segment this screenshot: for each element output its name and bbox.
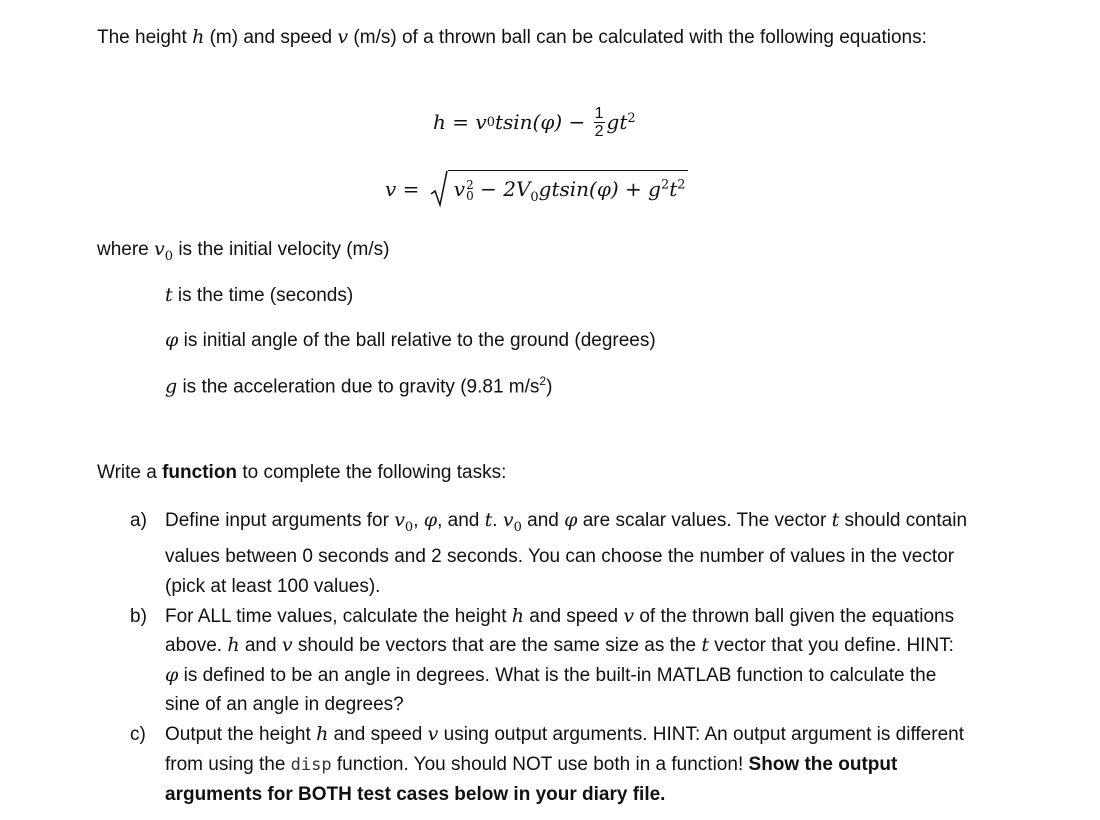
task-b-v-2: v [281, 634, 293, 657]
task-b-text-6: vector that you define. HINT: [708, 635, 954, 657]
task-b-text-1: For ALL time values, calculate the height [165, 605, 512, 627]
task-c [130, 720, 970, 810]
task-a-text-6: are scalar values. The vector [577, 510, 832, 531]
height-equation [433, 98, 636, 146]
intro-paragraph [97, 23, 987, 52]
def-v0-sub: 0 [164, 248, 174, 264]
intro-text-1: The height [97, 27, 193, 48]
task-a-v0-2: v [502, 509, 514, 531]
task-b-text-3: of the thrown ball given the equations above. [165, 605, 955, 657]
tasks-heading-bold: function [162, 462, 238, 483]
eq-v-2v0-sub: 0 [530, 190, 539, 205]
task-c-code-disp: disp [290, 754, 332, 775]
task-c-label: c) [130, 723, 146, 745]
square-root [430, 170, 688, 208]
task-a [130, 506, 970, 602]
task-a-text-2: , [413, 510, 424, 531]
task-a-label: a) [130, 510, 147, 531]
task-c-text-2: and speed [328, 723, 428, 745]
task-b-v: v [623, 604, 635, 627]
eq-h-gt: gt [606, 110, 628, 134]
task-c-text-4: function. You should NOT use both in a function! [331, 753, 749, 775]
def-g-close: ) [546, 376, 553, 398]
fraction-numerator: 1 [594, 104, 604, 122]
eq-h-gt-sup: 2 [627, 110, 636, 126]
eq-h-lhs: h [433, 110, 446, 134]
eq-v-lhs: v [385, 177, 397, 201]
task-a-text-5: and [521, 510, 565, 531]
eq-v-t: t [669, 177, 678, 201]
tasks-heading-pre: Write a [97, 462, 163, 483]
task-a-phi: φ [423, 509, 438, 531]
def-g-sup: 2 [539, 374, 547, 388]
symbol-v: v [337, 26, 349, 48]
def-phi-text: is initial angle of the ball relative to the ground (degrees) [178, 330, 656, 351]
def-v0-symbol: v [154, 238, 165, 260]
radical-sign-icon [430, 170, 448, 208]
task-a-v0-2-sub: 0 [513, 519, 522, 535]
task-b-h-2: h [227, 634, 240, 657]
task-b-h: h [511, 604, 525, 627]
eq-v-t-sup: 2 [677, 177, 686, 193]
tasks-heading [97, 462, 506, 484]
definition-v0 [97, 238, 390, 264]
task-b-text-4: and [239, 635, 282, 657]
eq-v-v0-sup: 2 [466, 177, 474, 192]
task-b-text-2: and speed [524, 605, 624, 627]
eq-h-v0: v [475, 110, 487, 134]
eq-v-equals: = [396, 177, 426, 201]
task-a-text-3: , and [437, 510, 485, 531]
def-v0-text: is the initial velocity (m/s) [173, 239, 390, 260]
def-g-symbol: g [165, 375, 178, 398]
eq-v-v0-sub: 0 [466, 188, 474, 203]
definition-g [165, 374, 552, 398]
task-b-t: t [701, 634, 709, 657]
eq-h-v0-sub: 0 [486, 114, 495, 130]
fraction-denominator: 2 [594, 122, 604, 140]
eq-v-v0-scripts [466, 177, 474, 203]
task-list [130, 506, 970, 810]
definition-phi [165, 329, 656, 352]
task-b-text-7: is defined to be an angle in degrees. What is the built-in MATLAB function to calculate the sine of an angle in degrees? [165, 664, 937, 716]
task-b-phi: φ [165, 663, 179, 686]
def-g-text: is the acceleration due to gravity (9.81 m/s [177, 376, 540, 398]
task-b [130, 602, 970, 720]
task-a-v0: v [394, 509, 405, 531]
task-a-t-2: t [831, 509, 840, 531]
intro-text-2: (m) and speed [204, 27, 338, 48]
eq-h-equals: = [445, 110, 476, 134]
speed-equation [385, 165, 688, 213]
eq-h-tsin: tsin(φ) − [494, 110, 592, 134]
def-t-text: is the time (seconds) [172, 285, 354, 306]
task-a-v0-sub: 0 [404, 519, 414, 535]
intro-text-3: (m/s) of a thrown ball can be calculated with the following equations: [348, 27, 927, 48]
eq-v-g-sup: 2 [660, 177, 670, 193]
task-c-text-1: Output the height [165, 723, 317, 745]
task-b-text-5: should be vectors that are the same size as the [292, 635, 702, 657]
task-c-v: v [427, 722, 439, 745]
where-label: where [97, 239, 155, 260]
task-a-phi-2: φ [564, 509, 578, 531]
eq-h-fraction [594, 105, 605, 140]
task-a-text-4: . [492, 510, 503, 531]
task-a-text-7: should contain values between 0 seconds and 2 seconds. You can choose the number of values in the vector (pick at least 100 values). [165, 510, 968, 597]
task-c-bold-instruction: Show the output arguments for BOTH test cases below in your diary file. [165, 753, 898, 806]
eq-v-v0: v [453, 177, 466, 201]
def-t-symbol: t [165, 284, 173, 306]
task-c-text-3: using output arguments. HINT: An output argument is different from using the [165, 723, 964, 775]
task-b-label: b) [130, 605, 147, 627]
radicand [448, 170, 688, 208]
tasks-heading-post: to complete the following tasks: [237, 462, 507, 483]
def-phi-symbol: φ [165, 329, 179, 351]
task-a-text-1: Define input arguments for [165, 510, 395, 531]
task-a-t: t [484, 509, 493, 531]
symbol-h: h [192, 26, 205, 48]
eq-v-2v0: − 2V [473, 177, 531, 201]
definition-t [165, 284, 353, 307]
eq-v-gtsin: gtsin(φ) + g [538, 177, 661, 201]
task-c-h: h [316, 722, 329, 745]
